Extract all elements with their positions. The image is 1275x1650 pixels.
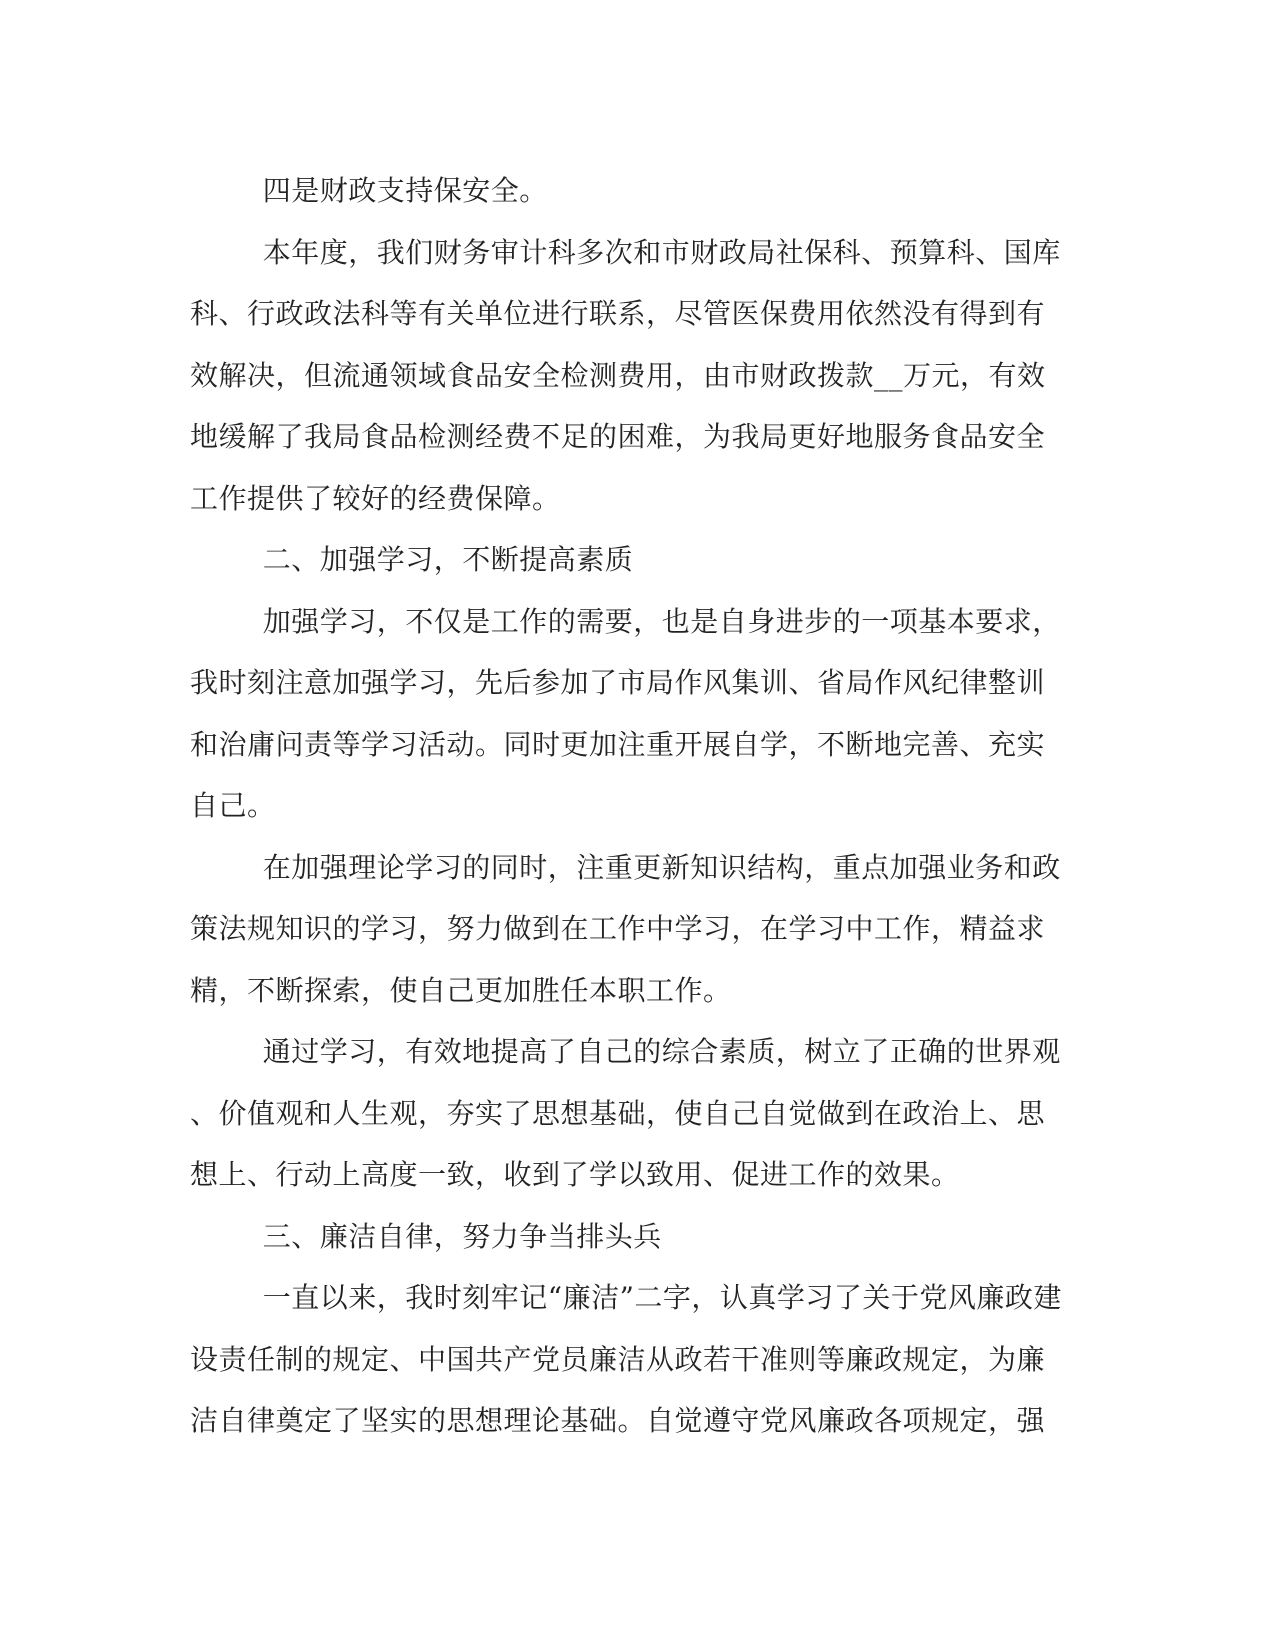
paragraph-study-requirement: 加强学习，不仅是工作的需要，也是自身进步的一项基本要求， 我时刻注意加强学习，先后参加了市局作风集训、省局作风纪律整训 和治庸问责等学习活动。同时更加注重开展自学，不断地完善、充实 自己。 (190, 604, 1061, 822)
section-heading-integrity: 三、廉洁自律，努力争当排头兵 (262, 1219, 662, 1253)
paragraph-finance-details: 本年度，我们财务审计科多次和市财政局社保科、预算科、国库 科、行政政法科等有关单位进行联系，尽管医保费用依然没有得到有 效解决，但流通领域食品安全检测费用，由市财政拨款__万元，有效 地缓解了我局食品检测经费不足的困难，为我局更好地服务食品安全 工作提供了较好的经费保障。 (190, 235, 1061, 515)
document-body (190, 160, 1075, 1452)
paragraph-finance-support: 四是财政支持保安全。 (262, 174, 548, 207)
paragraph-integrity: 一直以来，我时刻牢记“廉洁”二字，认真学习了关于党风廉政建 设责任制的规定、中国共产党员廉洁从政若干准则等廉政规定，为廉 洁自律奠定了坚实的思想理论基础。自觉遵守党风廉政各项规定，强 (190, 1281, 1062, 1437)
section-heading-study: 二、加强学习，不断提高素质 (262, 543, 634, 576)
paragraph-study-results: 通过学习，有效地提高了自己的综合素质，树立了正确的世界观 、价值观和人生观，夯实了思想基础，使自己自觉做到在政治上、思 想上、行动上高度一致，收到了学以致用、促进工作的效果。 (190, 1035, 1061, 1191)
paragraph-theory-learning: 在加强理论学习的同时，注重更新知识结构，重点加强业务和政 策法规知识的学习，努力做到在工作中学习，在学习中工作，精益求 精，不断探索，使自己更加胜任本职工作。 (190, 850, 1061, 1007)
